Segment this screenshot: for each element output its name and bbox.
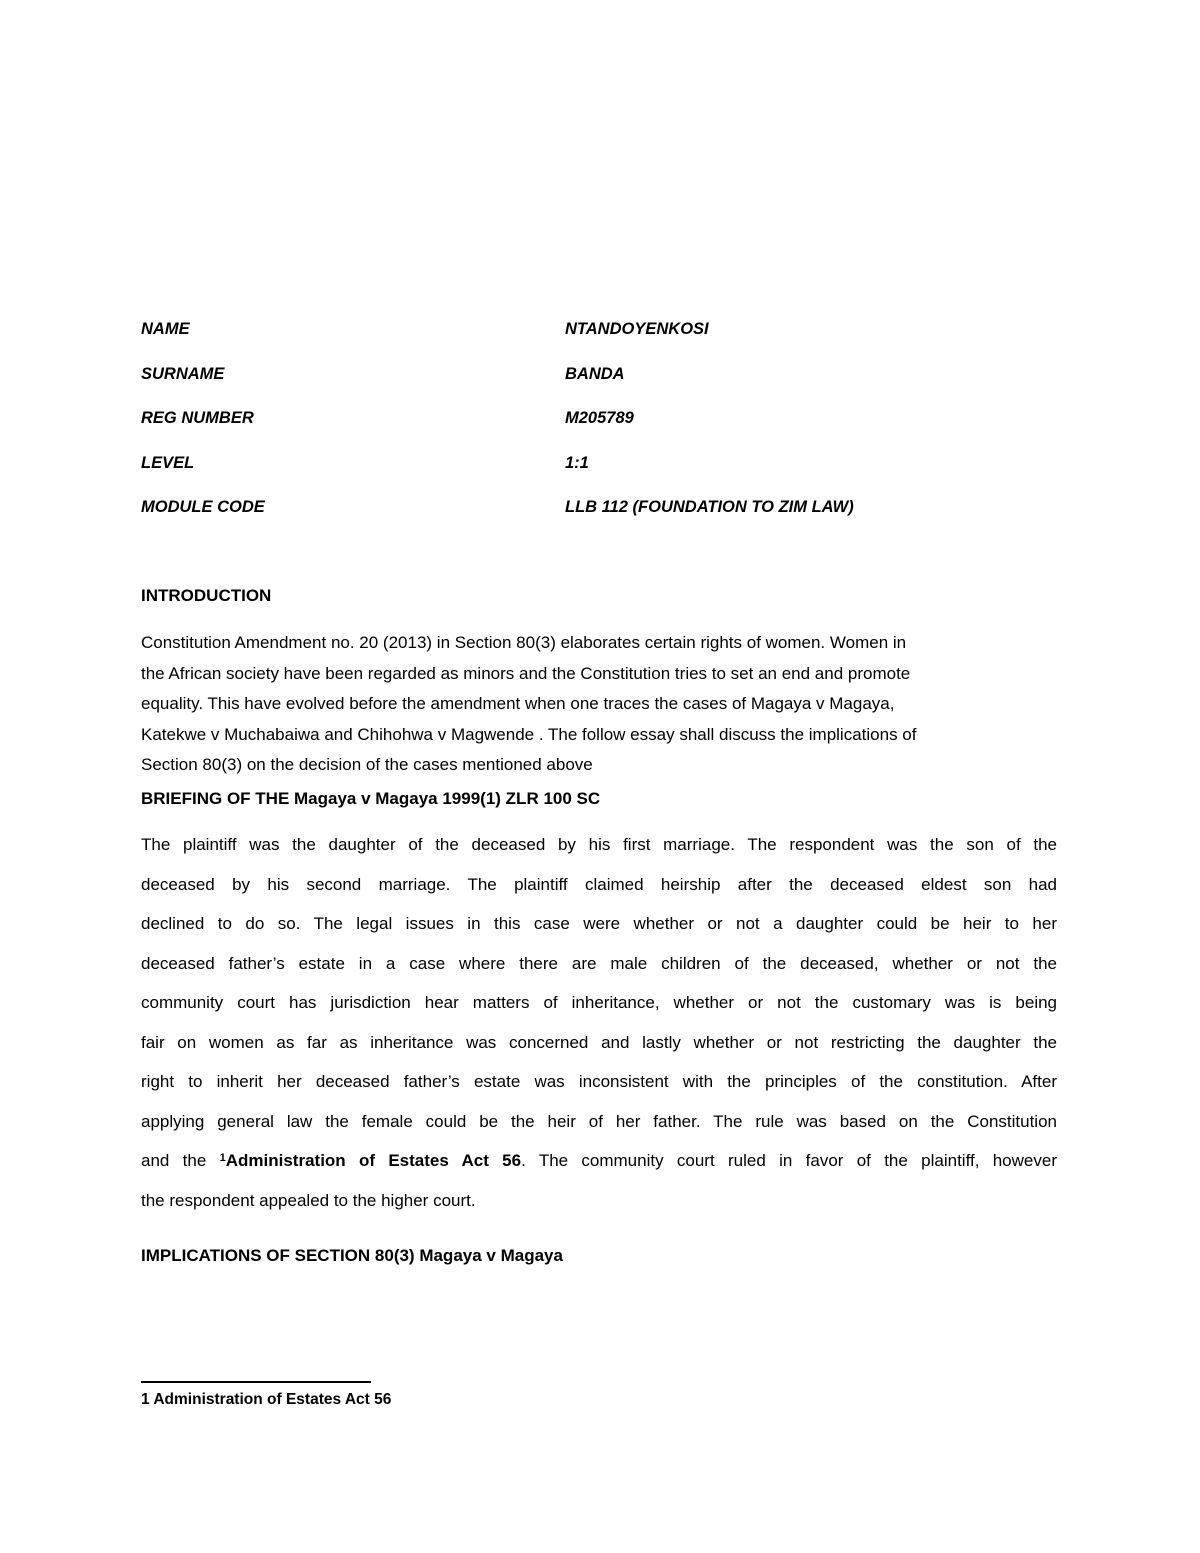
text-line: right to inherit her deceased father’s estate was inconsistent with the principles of the constitution. After [141,1072,1057,1091]
text-line: The plaintiff was the daughter of the deceased by his first marriage. The respondent was the son of the [141,835,1057,854]
briefing-paragraph [141,825,1057,1220]
text-line: Constitution Amendment no. 20 (2013) in Section 80(3) elaborates certain rights of women. Women in [141,633,907,652]
footnote: 1 Administration of Estates Act 56 [141,1391,392,1408]
text-line: equality. This have evolved before the amendment when one traces the cases of Magaya v Magaya, [141,694,895,713]
info-row-surname [141,365,1041,410]
student-info-table [141,320,1041,543]
footnote-marker[interactable]: 1 [219,1152,226,1164]
line-suffix: . The community court ruled in favor of the plaintiff, however [521,1151,1057,1170]
info-value: NTANDOYENKOSI [565,320,709,338]
info-row-module-code [141,498,1041,543]
line-prefix: and the [141,1151,220,1170]
info-label: SURNAME [141,364,225,383]
text-line: applying general law the female could be the heir of her father. The rule was based on the Constitution [141,1111,1057,1131]
text-line: the respondent appealed to the higher court. [141,1190,476,1210]
info-label: REG NUMBER [141,409,254,427]
text-line: Katekwe v Muchabaiwa and Chihohwa v Magwende . The follow essay shall discuss the implications of [141,724,917,744]
info-value: 1:1 [565,453,589,472]
text-line: deceased father’s estate in a case where there are male children of the deceased, whether or not the [141,953,1057,973]
info-label: LEVEL [141,453,195,472]
info-value: BANDA [565,364,625,383]
introduction-heading: INTRODUCTION [141,586,272,605]
text-line: deceased by his second marriage. The plaintiff claimed heirship after the deceased eldest son had [141,874,1057,894]
text-line: the African society have been regarded as minors and the Constitution tries to set an end and promote [141,663,911,683]
footnote-separator [141,1381,371,1383]
info-label: NAME [141,320,190,338]
info-row-reg-number [141,409,1041,454]
info-label: MODULE CODE [141,498,265,516]
briefing-heading: BRIEFING OF THE Magaya v Magaya 1999(1) ZLR 100 SC [141,789,601,808]
introduction-paragraph [141,628,1057,781]
info-value: LLB 112 (FOUNDATION TO ZIM LAW) [565,498,854,516]
info-value: M205789 [565,409,634,427]
info-row-name [141,320,1041,365]
text-line [141,1141,1057,1181]
info-row-level [141,454,1041,499]
act-reference: Administration of Estates Act 56 [225,1151,522,1170]
text-line: community court has jurisdiction hear matters of inheritance, whether or not the customary was is being [141,993,1057,1012]
implications-heading: IMPLICATIONS OF SECTION 80(3) Magaya v Magaya [141,1246,563,1265]
text-line: fair on women as far as inheritance was concerned and lastly whether or not restricting the daughter the [141,1032,1057,1052]
text-line: Section 80(3) on the decision of the cases mentioned above [141,755,593,774]
text-line: declined to do so. The legal issues in this case were whether or not a daughter could be heir to her [141,914,1057,933]
